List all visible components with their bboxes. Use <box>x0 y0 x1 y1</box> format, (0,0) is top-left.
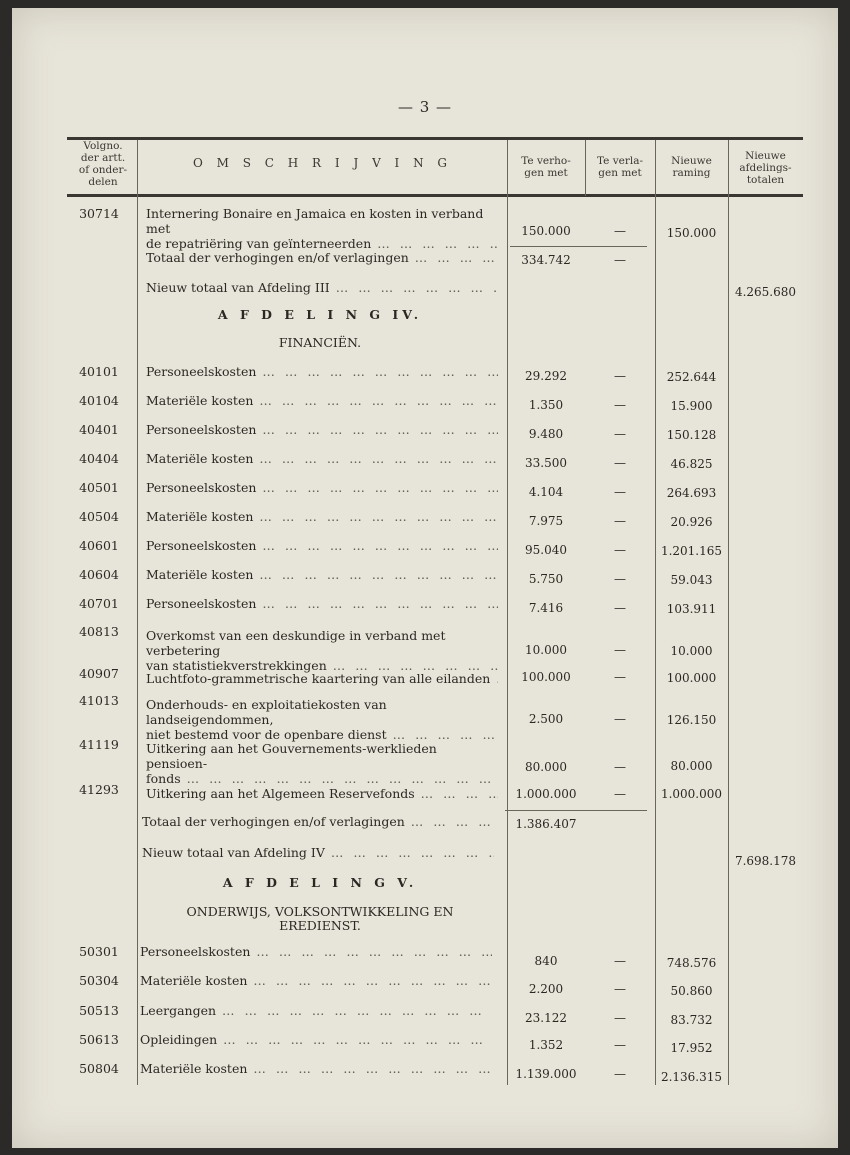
description-line <box>146 786 498 801</box>
header-line: Te verla- <box>596 155 644 167</box>
new-estimate-value: 264.693 <box>666 486 717 500</box>
leader-dots <box>377 236 498 251</box>
decrease-value: — <box>614 253 626 267</box>
decrease-value: — <box>614 572 626 586</box>
header-line: of onder- <box>78 164 128 176</box>
description-text: Opleidingen <box>140 1032 218 1047</box>
decrease-value: — <box>614 787 626 801</box>
row-description <box>146 451 498 466</box>
new-estimate-value: 83.732 <box>670 1013 713 1027</box>
description-text: Nieuw totaal van Afdeling IV <box>142 845 325 860</box>
description-text: niet bestemd voor de openbare dienst <box>146 727 387 742</box>
header-line: Te verho- <box>521 155 571 167</box>
description-text: Personeelskosten <box>146 596 257 611</box>
increase-value: 150.000 <box>521 224 571 238</box>
new-estimate-value: 20.926 <box>670 515 713 529</box>
decrease-value: — <box>614 427 626 441</box>
decrease-value: — <box>614 1011 626 1025</box>
decrease-value: — <box>614 712 626 726</box>
article-code: 40604 <box>79 567 119 582</box>
leader-dots <box>256 944 492 959</box>
article-code: 30714 <box>79 206 119 221</box>
article-code: 40813 <box>79 624 119 639</box>
column-divider <box>728 140 729 1085</box>
leader-dots <box>262 538 498 553</box>
increase-value: 1.350 <box>528 398 564 412</box>
section-heading: A F D E L I N G IV. <box>217 307 423 322</box>
description-text: Personeelskosten <box>146 422 257 437</box>
decrease-value: — <box>614 1038 626 1052</box>
description-text: Leergangen <box>140 1003 217 1018</box>
description-line <box>142 845 494 860</box>
row-description <box>146 509 498 524</box>
description-text: Personeelskosten <box>140 944 251 959</box>
column-header-number <box>68 140 138 188</box>
column-header-new-estimate <box>655 155 728 179</box>
row-description <box>146 697 498 742</box>
column-divider <box>137 140 138 1085</box>
new-estimate-value: 1.201.165 <box>660 544 723 558</box>
description-line <box>146 280 498 295</box>
increase-value: 10.000 <box>525 643 567 657</box>
row-description <box>146 596 498 611</box>
description-line <box>146 236 498 251</box>
new-estimate-value: 80.000 <box>670 759 713 773</box>
leader-dots <box>262 596 498 611</box>
description-text: Luchtfoto-grammetrische kaartering van alle eilanden <box>146 671 491 686</box>
row-description <box>146 628 498 673</box>
decrease-value: — <box>614 398 626 412</box>
leader-dots <box>187 771 498 786</box>
description-line <box>142 814 494 829</box>
leader-dots <box>393 727 498 742</box>
new-estimate-value: 748.576 <box>666 956 717 970</box>
article-code: 41013 <box>79 693 119 708</box>
header-line: totalen <box>746 174 785 186</box>
increase-value: 9.480 <box>528 427 564 441</box>
increase-value: 33.500 <box>525 456 567 470</box>
description-text: Materiële kosten <box>140 973 248 988</box>
row-description <box>146 422 498 437</box>
column-header-increase <box>507 155 585 179</box>
decrease-value: — <box>614 954 626 968</box>
description-line <box>146 422 498 437</box>
header-line: afdelings- <box>739 162 792 174</box>
description-line: Uitkering aan het Gouvernements-werklieden pensioen- <box>146 741 437 771</box>
article-code: 50513 <box>79 1003 119 1018</box>
leader-dots <box>253 973 492 988</box>
article-code: 40701 <box>79 596 119 611</box>
description-text: van statistiekverstrekkingen <box>146 658 327 673</box>
new-estimate-value: 59.043 <box>670 573 713 587</box>
row-description <box>146 741 498 786</box>
description-text: Personeelskosten <box>146 538 257 553</box>
leader-dots <box>259 567 498 582</box>
decrease-value: — <box>614 643 626 657</box>
article-code: 50613 <box>79 1032 119 1047</box>
decrease-value: — <box>614 760 626 774</box>
increase-value: 29.292 <box>525 369 567 383</box>
description-line <box>146 671 498 686</box>
section-heading: A F D E L I N G V. <box>222 875 418 890</box>
description-line <box>140 1003 492 1018</box>
header-line: delen <box>88 176 118 188</box>
new-estimate-value: 50.860 <box>670 984 713 998</box>
article-code: 41119 <box>79 737 119 752</box>
description-line <box>146 250 498 265</box>
leader-dots <box>253 1061 492 1076</box>
article-code: 40101 <box>79 364 119 379</box>
header-line: gen met <box>524 167 568 179</box>
header-line: Nieuwe <box>671 155 712 167</box>
decrease-value: — <box>614 485 626 499</box>
decrease-value: — <box>614 670 626 684</box>
increase-value: 80.000 <box>525 760 567 774</box>
subtotal-rule <box>505 810 647 811</box>
row-description <box>146 786 498 801</box>
leader-dots <box>223 1032 492 1047</box>
leader-dots <box>415 250 498 265</box>
description-line <box>140 1061 492 1076</box>
section-subheading: FINANCIËN. <box>278 335 362 350</box>
description-text: Nieuw totaal van Afdeling III <box>146 280 330 295</box>
increase-value: 4.104 <box>528 485 564 499</box>
header-line: gen met <box>598 167 642 179</box>
description-text: fonds <box>146 771 181 786</box>
article-code: 50301 <box>79 944 119 959</box>
new-estimate-value: 10.000 <box>670 644 713 658</box>
article-code: 40504 <box>79 509 119 524</box>
description-text: Materiële kosten <box>146 393 254 408</box>
header-line: der artt. <box>80 152 126 164</box>
leader-dots <box>421 786 498 801</box>
decrease-value: — <box>614 456 626 470</box>
row-description <box>146 480 498 495</box>
increase-value: 1.139.000 <box>515 1067 577 1081</box>
leader-dots <box>222 1003 492 1018</box>
new-estimate-value: 150.128 <box>666 428 717 442</box>
article-code: 50304 <box>79 973 119 988</box>
row-description <box>146 280 498 295</box>
description-text: Personeelskosten <box>146 364 257 379</box>
leader-dots <box>331 845 494 860</box>
row-description <box>140 1003 492 1018</box>
row-description <box>146 538 498 553</box>
row-description <box>142 845 494 860</box>
description-text: Materiële kosten <box>146 509 254 524</box>
description-line: Internering Bonaire en Jamaica en kosten in verband met <box>146 206 484 236</box>
decrease-value: — <box>614 514 626 528</box>
leader-dots <box>259 393 498 408</box>
decrease-value: — <box>614 543 626 557</box>
article-code: 40404 <box>79 451 119 466</box>
increase-value: 334.742 <box>521 253 571 267</box>
description-line <box>140 973 492 988</box>
decrease-value: — <box>614 369 626 383</box>
new-estimate-value: 100.000 <box>666 671 717 685</box>
increase-value: 23.122 <box>525 1011 567 1025</box>
subtotal-rule <box>510 246 647 247</box>
row-description <box>140 1061 492 1076</box>
increase-value: 1.386.407 <box>515 817 577 831</box>
section-total-value: 7.698.178 <box>734 854 797 868</box>
header-line: Nieuwe <box>745 150 786 162</box>
section-total-value: 4.265.680 <box>734 285 797 299</box>
description-line <box>146 364 498 379</box>
column-header-section-totals <box>728 150 803 186</box>
column-header-decrease <box>585 155 655 179</box>
row-description <box>140 1032 492 1047</box>
description-line <box>146 771 498 786</box>
increase-value: 1.000.000 <box>515 787 577 801</box>
leader-dots <box>259 451 498 466</box>
description-text: Materiële kosten <box>146 567 254 582</box>
increase-value: 2.500 <box>528 712 564 726</box>
description-line <box>140 944 492 959</box>
description-line: Overkomst van een deskundige in verband met verbetering <box>146 628 446 658</box>
new-estimate-value: 46.825 <box>670 457 713 471</box>
leader-dots <box>262 364 498 379</box>
new-estimate-value: 17.952 <box>670 1041 713 1055</box>
leader-dots <box>336 280 498 295</box>
decrease-value: — <box>614 1067 626 1081</box>
row-description <box>140 944 492 959</box>
increase-value: 100.000 <box>521 670 571 684</box>
leader-dots <box>496 671 498 686</box>
article-code: 40104 <box>79 393 119 408</box>
new-estimate-value: 252.644 <box>666 370 717 384</box>
increase-value: 1.352 <box>528 1038 564 1052</box>
article-code: 50804 <box>79 1061 119 1076</box>
page-number: — 3 — <box>397 98 453 116</box>
description-line <box>146 509 498 524</box>
row-description <box>146 250 498 265</box>
new-estimate-value: 2.136.315 <box>660 1070 723 1084</box>
increase-value: 7.416 <box>528 601 564 615</box>
description-line <box>146 567 498 582</box>
decrease-value: — <box>614 982 626 996</box>
increase-value: 5.750 <box>528 572 564 586</box>
description-line: Onderhouds- en exploitatiekosten van landseigendommen, <box>146 697 387 727</box>
description-line <box>146 451 498 466</box>
description-text: de repatriëring van geïnterneerden <box>146 236 372 251</box>
description-text: Materiële kosten <box>146 451 254 466</box>
description-line <box>146 596 498 611</box>
row-description <box>146 393 498 408</box>
article-code: 40907 <box>79 666 119 681</box>
table-header-rule <box>67 194 803 197</box>
section-subheading: ONDERWIJS, VOLKSONTWIKKELING EN <box>186 904 454 919</box>
leader-dots <box>259 509 498 524</box>
row-description <box>142 814 494 829</box>
increase-value: 840 <box>534 954 558 968</box>
leader-dots <box>262 480 498 495</box>
leader-dots <box>411 814 494 829</box>
row-description <box>146 567 498 582</box>
decrease-value: — <box>614 601 626 615</box>
article-code: 41293 <box>79 782 119 797</box>
increase-value: 2.200 <box>528 982 564 996</box>
description-line <box>146 393 498 408</box>
header-line: Volgno. <box>83 140 123 152</box>
row-description <box>140 973 492 988</box>
row-description <box>146 206 498 251</box>
header-line: raming <box>672 167 711 179</box>
article-code: 40401 <box>79 422 119 437</box>
description-line <box>146 727 498 742</box>
description-line <box>146 480 498 495</box>
description-text: Totaal der verhogingen en/of verlagingen <box>146 250 409 265</box>
leader-dots <box>262 422 498 437</box>
new-estimate-value: 15.900 <box>670 399 713 413</box>
decrease-value: — <box>614 224 626 238</box>
description-text: Uitkering aan het Algemeen Reservefonds <box>146 786 415 801</box>
description-text: Materiële kosten <box>140 1061 248 1076</box>
row-description <box>146 364 498 379</box>
new-estimate-value: 1.000.000 <box>660 787 723 801</box>
row-description <box>146 671 498 686</box>
new-estimate-value: 150.000 <box>666 226 717 240</box>
table-top-rule <box>67 137 803 140</box>
description-text: Personeelskosten <box>146 480 257 495</box>
article-code: 40501 <box>79 480 119 495</box>
description-line <box>140 1032 492 1047</box>
section-subheading: EREDIENST. <box>279 918 361 933</box>
new-estimate-value: 103.911 <box>666 602 717 616</box>
description-line <box>146 538 498 553</box>
new-estimate-value: 126.150 <box>666 713 717 727</box>
increase-value: 95.040 <box>525 543 567 557</box>
article-code: 40601 <box>79 538 119 553</box>
description-text: Totaal der verhogingen en/of verlagingen <box>142 814 405 829</box>
increase-value: 7.975 <box>528 514 564 528</box>
column-header-description: O M S C H R I J V I N G <box>192 156 453 170</box>
